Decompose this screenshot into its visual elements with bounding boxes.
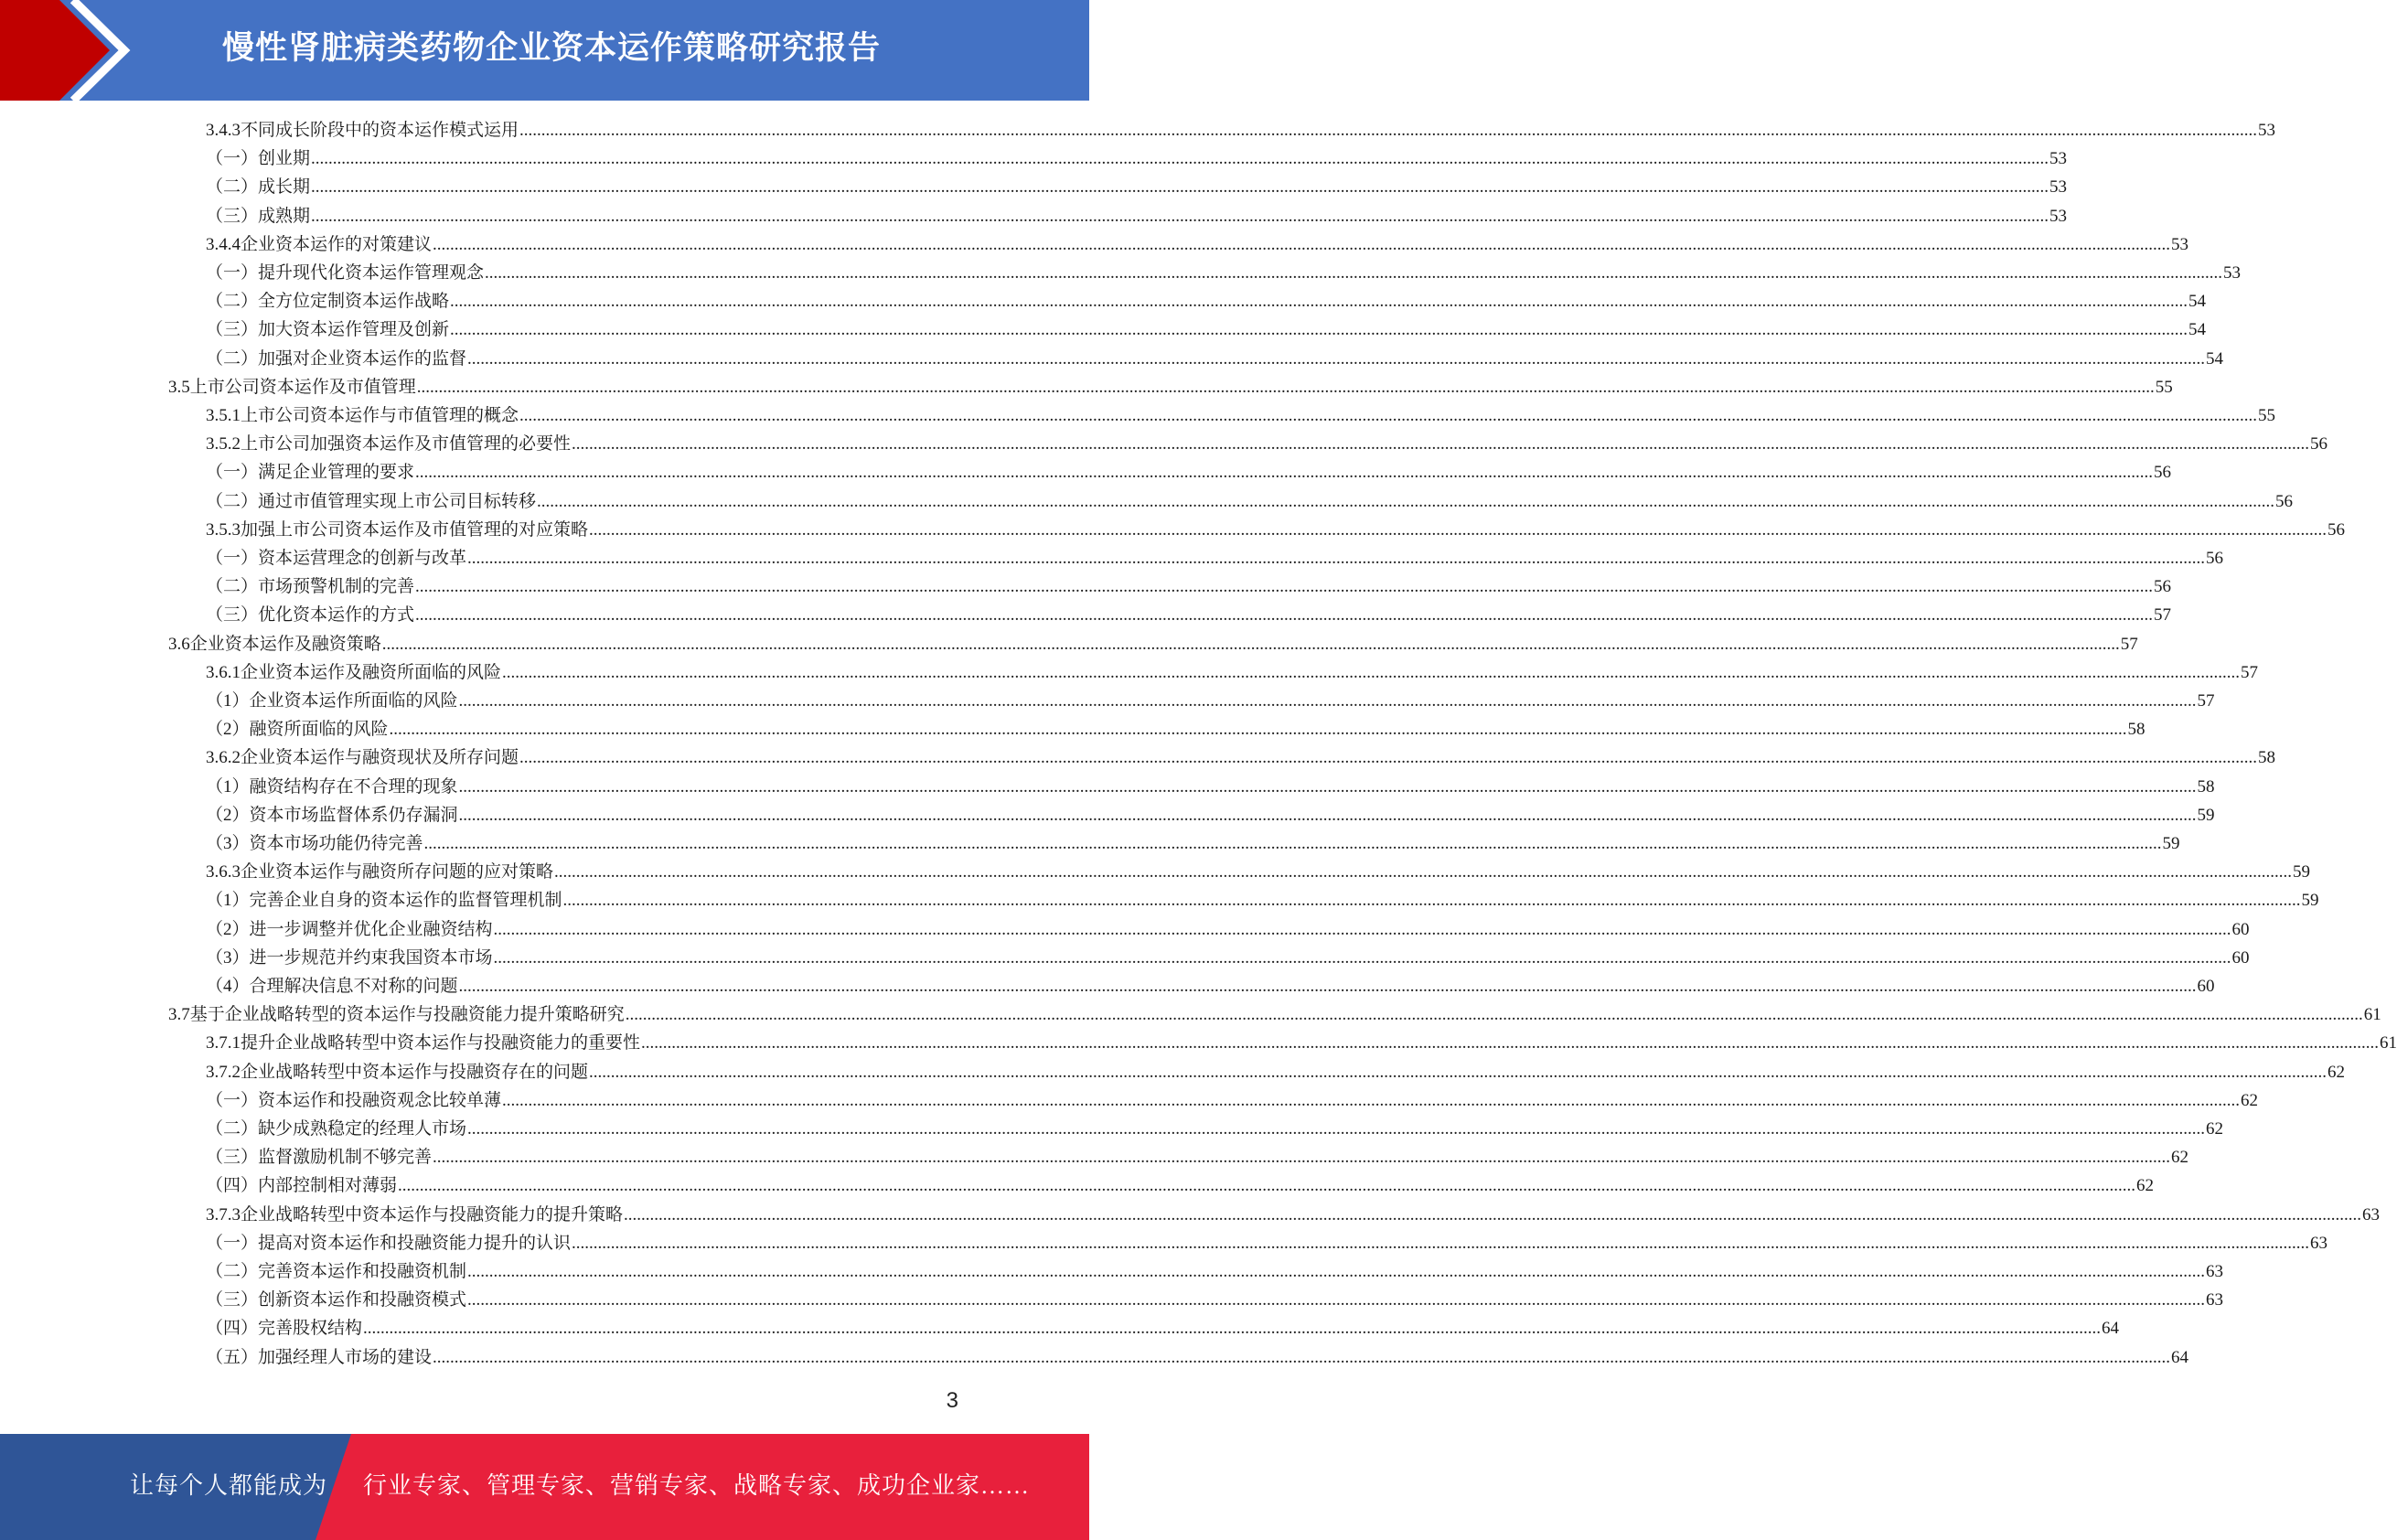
toc-entry-page: 62: [2171, 1148, 2189, 1168]
toc-entry[interactable]: [206, 1343, 2189, 1372]
toc-entry-title: （二）成长期: [206, 177, 311, 198]
toc-dot-leader: ................................................................................................................................................................................................................................................................................................................................................................................................................: [467, 1290, 2206, 1310]
toc-dot-leader: ................................................................................................................................................................................................................................................................................................................................................................................................................: [537, 491, 2275, 511]
toc-entry[interactable]: [206, 202, 2068, 230]
toc-entry-title: （1）完善企业自身的资本运作的监督管理机制: [206, 891, 562, 911]
toc-dot-leader: ................................................................................................................................................................................................................................................................................................................................................................................................................: [467, 1119, 2206, 1139]
toc-entry-page: 57: [2197, 691, 2215, 711]
toc-entry-title: 不同成长阶段中的资本运作模式运用: [241, 121, 519, 140]
toc-entry[interactable]: [206, 915, 2250, 944]
toc-dot-leader: ................................................................................................................................................................................................................................................................................................................................................................................................................: [458, 977, 2197, 996]
toc-entry-page: 62: [2136, 1176, 2155, 1196]
toc-entry-number: 3.7.2: [206, 1062, 241, 1082]
toc-entry-page: 58: [2197, 776, 2215, 797]
toc-entry[interactable]: [206, 886, 2319, 914]
toc-entry-number: 3.7: [168, 1005, 190, 1025]
toc-entry-title: 企业战略转型中资本运作与投融资存在的问题: [241, 1062, 589, 1082]
toc-dot-leader: ................................................................................................................................................................................................................................................................................................................................................................................................................: [433, 1148, 2171, 1168]
toc-entry[interactable]: [206, 601, 2172, 629]
toc-entry-title: （2）融资所面临的风险: [206, 720, 389, 740]
toc-entry-title: （一）资本运营理念的创新与改革: [206, 549, 467, 568]
toc-entry[interactable]: [206, 715, 2146, 743]
toc-entry[interactable]: [206, 230, 2189, 259]
toc-dot-leader: ................................................................................................................................................................................................................................................................................................................................................................................................................: [519, 748, 2258, 768]
toc-entry-page: 61: [2380, 1033, 2397, 1053]
toc-entry-page: 57: [2154, 605, 2172, 626]
toc-entry-page: 61: [2363, 1005, 2381, 1025]
toc-entry-title: 企业资本运作与融资所存问题的应对策略: [241, 862, 554, 882]
toc-entry-page: 56: [2206, 549, 2224, 568]
toc-entry-number: 3.6: [168, 634, 190, 654]
toc-entry[interactable]: [206, 144, 2068, 173]
toc-entry[interactable]: [168, 1000, 2381, 1029]
toc-dot-leader: ................................................................................................................................................................................................................................................................................................................................................................................................................: [519, 406, 2258, 425]
toc-dot-leader: ................................................................................................................................................................................................................................................................................................................................................................................................................: [311, 177, 2049, 198]
toc-entry-title: （三）创新资本运作和投融资模式: [206, 1290, 467, 1310]
toc-entry-title: 企业资本运作及融资所面临的风险: [241, 662, 502, 682]
toc-entry-page: 63: [2206, 1262, 2224, 1281]
toc-entry-title: （一）创业期: [206, 149, 311, 169]
toc-dot-leader: ................................................................................................................................................................................................................................................................................................................................................................................................................: [625, 1005, 2363, 1025]
toc-entry-page: 54: [2188, 292, 2207, 312]
toc-dot-leader: ................................................................................................................................................................................................................................................................................................................................................................................................................: [467, 1262, 2206, 1281]
toc-entry-page: 57: [2120, 634, 2138, 654]
toc-entry-title: （3）进一步规范并约束我国资本市场: [206, 947, 493, 968]
toc-dot-leader: ................................................................................................................................................................................................................................................................................................................................................................................................................: [415, 463, 2154, 483]
toc-entry[interactable]: [206, 972, 2215, 1000]
toc-entry[interactable]: [206, 345, 2224, 373]
toc-entry-title: 企业战略转型中资本运作与投融资能力的提升策略: [241, 1204, 624, 1225]
toc-entry-title: （二）市场预警机制的完善: [206, 577, 415, 597]
toc-entry[interactable]: [206, 687, 2215, 715]
toc-entry-title: （一）资本运作和投融资观念比较单薄: [206, 1090, 502, 1110]
toc-entry-page: 62: [2206, 1119, 2224, 1139]
toc-entry[interactable]: [168, 373, 2173, 401]
toc-entry-title: 企业资本运作及融资策略: [189, 634, 381, 654]
toc-entry-number: 3.6.1: [206, 662, 241, 682]
toc-entry-title: （二）通过市值管理实现上市公司目标转移: [206, 491, 537, 511]
toc-entry[interactable]: [206, 173, 2068, 201]
toc-dot-leader: ................................................................................................................................................................................................................................................................................................................................................................................................................: [502, 1090, 2241, 1110]
report-title: 慢性肾脏病类药物企业资本运作策略研究报告: [222, 30, 882, 67]
toc-dot-leader: ................................................................................................................................................................................................................................................................................................................................................................................................................: [554, 862, 2293, 882]
toc-entry-title: 上市公司加强资本运作及市值管理的必要性: [241, 434, 572, 455]
toc-entry-page: 63: [2362, 1204, 2381, 1225]
toc-entry-title: （1）融资结构存在不合理的现象: [206, 776, 458, 797]
toc-entry-title: （二）加强对企业资本运作的监督: [206, 348, 467, 369]
toc-entry[interactable]: [206, 1086, 2259, 1115]
toc-entry[interactable]: [206, 658, 2259, 687]
toc-entry[interactable]: [206, 516, 2346, 544]
toc-dot-leader: ................................................................................................................................................................................................................................................................................................................................................................................................................: [311, 149, 2049, 169]
toc-entry[interactable]: [206, 743, 2276, 772]
toc-entry[interactable]: [206, 1058, 2346, 1086]
toc-dot-leader: ................................................................................................................................................................................................................................................................................................................................................................................................................: [572, 1233, 2310, 1253]
toc-entry-number: 3.5.2: [206, 434, 241, 455]
toc-entry-number: 3.6.2: [206, 748, 241, 768]
toc-entry-number: 3.4.3: [206, 121, 241, 140]
toc-dot-leader: ................................................................................................................................................................................................................................................................................................................................................................................................................: [363, 1319, 2102, 1339]
toc-entry-page: 60: [2231, 947, 2250, 968]
toc-entry[interactable]: [206, 1029, 2397, 1057]
toc-entry-number: 3.7.3: [206, 1204, 241, 1225]
toc-dot-leader: ................................................................................................................................................................................................................................................................................................................................................................................................................: [458, 691, 2197, 711]
toc-entry[interactable]: [206, 1229, 2328, 1257]
toc-entry-page: 59: [2301, 891, 2319, 911]
toc-entry[interactable]: [206, 801, 2215, 829]
toc-dot-leader: ................................................................................................................................................................................................................................................................................................................................................................................................................: [458, 805, 2197, 825]
toc-entry-title: 上市公司资本运作及市值管理: [189, 377, 416, 397]
toc-entry-page: 62: [2241, 1090, 2259, 1110]
toc-entry-page: 55: [2258, 406, 2276, 425]
toc-entry-title: （3）资本市场功能仍待完善: [206, 834, 423, 853]
toc-entry-page: 56: [2154, 577, 2172, 597]
toc-entry[interactable]: [206, 430, 2328, 458]
toc-dot-leader: ................................................................................................................................................................................................................................................................................................................................................................................................................: [485, 263, 2223, 283]
toc-entry-title: （2）资本市场监督体系仍存漏洞: [206, 805, 458, 825]
toc-dot-leader: ................................................................................................................................................................................................................................................................................................................................................................................................................: [502, 662, 2241, 682]
toc-entry-page: 60: [2231, 919, 2250, 939]
toc-dot-leader: ................................................................................................................................................................................................................................................................................................................................................................................................................: [624, 1204, 2362, 1225]
toc-entry-page: 53: [2049, 206, 2068, 226]
toc-entry-page: 64: [2171, 1347, 2189, 1367]
toc-dot-leader: ................................................................................................................................................................................................................................................................................................................................................................................................................: [519, 121, 2258, 140]
toc-entry-page: 59: [2197, 805, 2215, 825]
toc-entry-page: 54: [2206, 348, 2224, 369]
toc-entry-page: 60: [2197, 977, 2215, 996]
toc-entry-title: （二）全方位定制资本运作战略: [206, 292, 450, 312]
toc-entry-title: 提升企业战略转型中资本运作与投融资能力的重要性: [241, 1033, 641, 1053]
toc-entry-page: 57: [2241, 662, 2259, 682]
toc-entry-title: （一）提升现代化资本运作管理观念: [206, 263, 485, 283]
toc-dot-leader: ................................................................................................................................................................................................................................................................................................................................................................................................................: [589, 1062, 2327, 1082]
toc-entry-title: （2）进一步调整并优化企业融资结构: [206, 919, 493, 939]
toc-entry-title: （三）成熟期: [206, 206, 311, 226]
toc-dot-leader: ................................................................................................................................................................................................................................................................................................................................................................................................................: [493, 919, 2231, 939]
toc-dot-leader: ................................................................................................................................................................................................................................................................................................................................................................................................................: [467, 549, 2206, 568]
toc-dot-leader: ................................................................................................................................................................................................................................................................................................................................................................................................................: [572, 434, 2310, 455]
toc-dot-leader: ................................................................................................................................................................................................................................................................................................................................................................................................................: [641, 1033, 2380, 1053]
toc-entry-title: （二）缺少成熟稳定的经理人市场: [206, 1119, 467, 1139]
toc-entry[interactable]: [206, 1115, 2224, 1143]
toc-entry-page: 54: [2188, 320, 2207, 340]
toc-entry-page: 64: [2102, 1319, 2120, 1339]
toc-entry-title: 加强上市公司资本运作及市值管理的对应策略: [241, 519, 589, 540]
toc-entry[interactable]: [206, 1314, 2120, 1342]
toc-entry-title: （三）加大资本运作管理及创新: [206, 320, 450, 340]
toc-entry-number: 3.5.1: [206, 406, 241, 425]
toc-entry[interactable]: [206, 116, 2276, 144]
page-header: [0, 0, 1089, 101]
toc-entry-page: 53: [2258, 121, 2276, 140]
page-footer: [0, 1434, 1089, 1540]
toc-entry-page: 56: [2275, 491, 2294, 511]
toc-entry-title: （4）合理解决信息不对称的问题: [206, 977, 458, 996]
toc-entry[interactable]: [168, 630, 2138, 658]
toc-entry-title: （一）提高对资本运作和投融资能力提升的认识: [206, 1233, 572, 1253]
toc-entry-number: 3.7.1: [206, 1033, 241, 1053]
toc-entry-page: 56: [2154, 463, 2172, 483]
toc-entry-page: 63: [2310, 1233, 2328, 1253]
header-arrow-decoration: [0, 0, 146, 101]
toc-dot-leader: ................................................................................................................................................................................................................................................................................................................................................................................................................: [589, 519, 2327, 540]
toc-entry-page: 63: [2206, 1290, 2224, 1310]
toc-dot-leader: ................................................................................................................................................................................................................................................................................................................................................................................................................: [433, 1347, 2171, 1367]
toc-dot-leader: ................................................................................................................................................................................................................................................................................................................................................................................................................: [458, 776, 2197, 797]
toc-entry-title: 基于企业战略转型的资本运作与投融资能力提升策略研究: [189, 1005, 625, 1025]
toc-entry[interactable]: [206, 458, 2172, 487]
toc-entry-number: 3.4.4: [206, 234, 241, 254]
footer-slogan-left: 让每个人都能成为: [130, 1472, 328, 1499]
toc-entry[interactable]: [206, 858, 2311, 886]
toc-entry-title: （二）完善资本运作和投融资机制: [206, 1262, 467, 1281]
toc-entry[interactable]: [206, 544, 2224, 572]
toc-entry[interactable]: [206, 287, 2207, 315]
toc-dot-leader: ................................................................................................................................................................................................................................................................................................................................................................................................................: [433, 234, 2171, 254]
toc-dot-leader: ................................................................................................................................................................................................................................................................................................................................................................................................................: [562, 891, 2301, 911]
toc-dot-leader: ................................................................................................................................................................................................................................................................................................................................................................................................................: [450, 292, 2188, 312]
toc-entry-page: 53: [2171, 234, 2189, 254]
footer-slogan-right: 行业专家、管理专家、营销专家、战略专家、成功企业家……: [363, 1472, 1031, 1499]
toc-entry-title: 企业资本运作与融资现状及所存问题: [241, 748, 519, 768]
toc-entry[interactable]: [206, 259, 2242, 287]
toc-entry[interactable]: [206, 1286, 2224, 1314]
toc-entry-title: （三）监督激励机制不够完善: [206, 1148, 433, 1168]
toc-dot-leader: ................................................................................................................................................................................................................................................................................................................................................................................................................: [467, 348, 2206, 369]
toc-entry-page: 53: [2223, 263, 2242, 283]
toc-entry-page: 59: [2162, 834, 2180, 853]
toc-entry-page: 53: [2049, 149, 2068, 169]
toc-dot-leader: ................................................................................................................................................................................................................................................................................................................................................................................................................: [398, 1176, 2136, 1196]
toc-entry[interactable]: [206, 773, 2215, 801]
toc-dot-leader: ................................................................................................................................................................................................................................................................................................................................................................................................................: [415, 577, 2154, 597]
toc-dot-leader: ................................................................................................................................................................................................................................................................................................................................................................................................................: [389, 720, 2127, 740]
toc-entry-page: 53: [2049, 177, 2068, 198]
toc-dot-leader: ................................................................................................................................................................................................................................................................................................................................................................................................................: [311, 206, 2049, 226]
toc-entry-title: （四）完善股权结构: [206, 1319, 363, 1339]
toc-entry-number: 3.5: [168, 377, 190, 397]
toc-entry[interactable]: [206, 401, 2276, 430]
toc-dot-leader: ................................................................................................................................................................................................................................................................................................................................................................................................................: [423, 834, 2162, 853]
toc-entry-page: 58: [2258, 748, 2276, 768]
toc-entry-page: 56: [2327, 519, 2346, 540]
page-number: 3: [946, 1388, 958, 1413]
toc-entry-number: 3.5.3: [206, 519, 241, 540]
toc-entry-page: 55: [2155, 377, 2173, 397]
toc-entry[interactable]: [206, 315, 2207, 344]
toc-dot-leader: ................................................................................................................................................................................................................................................................................................................................................................................................................: [381, 634, 2120, 654]
toc-entry-title: 企业资本运作的对策建议: [241, 234, 433, 254]
toc-entry[interactable]: [206, 1257, 2224, 1286]
toc-entry[interactable]: [206, 487, 2294, 516]
toc-dot-leader: ................................................................................................................................................................................................................................................................................................................................................................................................................: [415, 605, 2154, 626]
toc-entry-page: 58: [2127, 720, 2146, 740]
toc-entry-title: （1）企业资本运作所面临的风险: [206, 691, 458, 711]
toc-entry-page: 62: [2327, 1062, 2346, 1082]
toc-entry[interactable]: [206, 1171, 2155, 1200]
toc-entry[interactable]: [206, 572, 2172, 601]
toc-entry-title: （四）内部控制相对薄弱: [206, 1176, 398, 1196]
toc-entry-title: （一）满足企业管理的要求: [206, 463, 415, 483]
toc-entry-page: 59: [2293, 862, 2311, 882]
toc-entry[interactable]: [206, 1201, 2381, 1229]
toc-entry-page: 56: [2310, 434, 2328, 455]
toc-entry-title: 上市公司资本运作与市值管理的概念: [241, 406, 519, 425]
toc-dot-leader: ................................................................................................................................................................................................................................................................................................................................................................................................................: [416, 377, 2155, 397]
toc-entry[interactable]: [206, 944, 2250, 972]
toc-entry[interactable]: [206, 829, 2180, 858]
toc-entry-number: 3.6.3: [206, 862, 241, 882]
toc-dot-leader: ................................................................................................................................................................................................................................................................................................................................................................................................................: [493, 947, 2231, 968]
toc-dot-leader: ................................................................................................................................................................................................................................................................................................................................................................................................................: [450, 320, 2188, 340]
toc-entry-title: （五）加强经理人市场的建设: [206, 1347, 433, 1367]
toc-entry-title: （三）优化资本运作的方式: [206, 605, 415, 626]
toc-entry[interactable]: [206, 1143, 2189, 1171]
